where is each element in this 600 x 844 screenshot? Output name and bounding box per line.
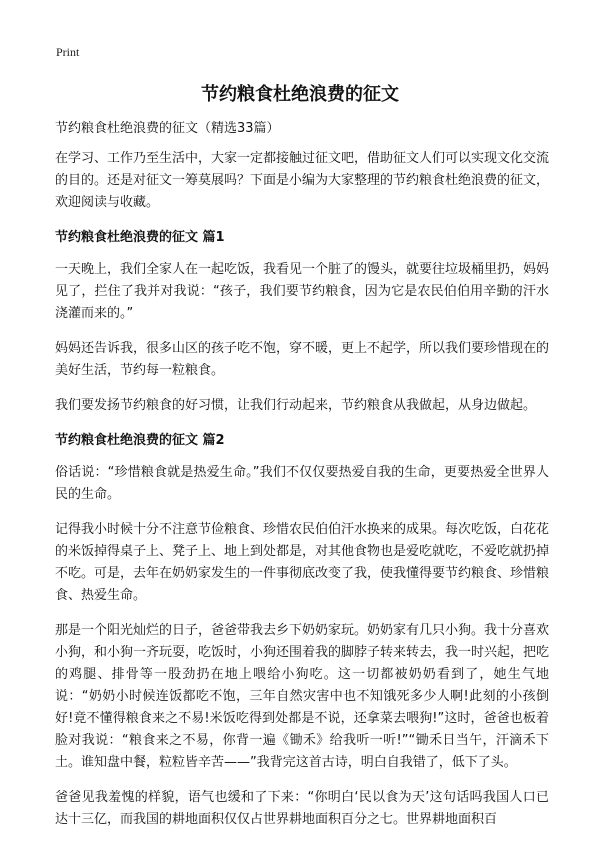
paragraph: 我们要发扬节约粮食的好习惯，让我们行动起来，节约粮食从我做起，从身边做起。 — [55, 398, 537, 413]
paragraph: 俗话说：“珍惜粮食就是热爱生命。”我们不仅仅要热爱自我的生命，更要热爱全世界人民的生命。 — [55, 465, 549, 502]
document-body — [55, 118, 549, 844]
paragraph: 爸爸见我羞愧的样貌，语气也缓和了下来：“你明白‘民以食为天’这句话吗我国人口已达十三亿，而我国的耕地面积仅仅占世界耕地面积百分之七。世界耕地面积百 — [55, 790, 549, 827]
paragraph: 记得我小时候十分不注意节俭粮食、珍惜农民伯伯汗水换来的成果。每次吃饭，白花花的米饭掉得桌子上、凳子上、地上到处都是，对其他食物也是爱吃就吃，不爱吃就扔掉不吃。可是，去年在奶奶家发生的一件事彻底改变了我，使我懂得要节约粮食、珍惜粮食、热爱生命。 — [55, 522, 550, 603]
essay-section-1 — [55, 227, 549, 417]
section-heading: 节约粮食杜绝浪费的征文 篇1 — [55, 230, 225, 245]
print-label: Print — [56, 45, 80, 59]
essay-section-2 — [55, 430, 549, 831]
paragraph: 妈妈还告诉我，很多山区的孩子吃不饱，穿不暖，更上不起学，所以我们要珍惜现在的美好生活，节约每一粒粮食。 — [55, 341, 550, 378]
subtitle: 节约粮食杜绝浪费的征文（精选33篇） — [55, 121, 280, 136]
intro-paragraph: 在学习、工作乃至生活中，大家一定都接触过征文吧，借助征文人们可以实现文化交流的目的。还是对征文一筹莫展吗？下面是小编为大家整理的节约粮食杜绝浪费的征文，欢迎阅读与收藏。 — [55, 151, 550, 210]
section-heading: 节约粮食杜绝浪费的征文 篇2 — [55, 433, 225, 448]
paragraph: 一天晚上，我们全家人在一起吃饭，我看见一个脏了的馒头，就要往垃圾桶里扔，妈妈见了，拦住了我并对我说：“孩子，我们要节约粮食，因为它是农民伯伯用辛勤的汗水浇灌而来的。” — [55, 262, 550, 321]
page-title: 节约粮食杜绝浪费的征文 — [201, 84, 399, 105]
paragraph: 那是一个阳光灿烂的日子，爸爸带我去乡下奶奶家玩。奶奶家有几只小狗。我十分喜欢小狗，和小狗一齐玩耍，吃饭时，小狗还围着我的脚脖子转来转去，我一时兴起，把吃的鸡腿、排骨等一股劲扔在地上喂给小狗吃。这一切都被奶奶看到了，她生气地说：“奶奶小时候连饭都吃不饱，三年自然灾害中也不知饿死多少人啊!此刻的小孩倒好!竟不懂得粮食来之不易!米饭吃得到处都是不说，还拿菜去喂狗!”这时，爸爸也板着脸对我说：“粮食来之不易，你背一遍《锄禾》给我听一听!”“锄禾日当午，汗滴禾下土。谁知盘中餐，粒粒皆辛苦——”我背完这首古诗，明白自我错了，低下了头。 — [55, 623, 550, 770]
